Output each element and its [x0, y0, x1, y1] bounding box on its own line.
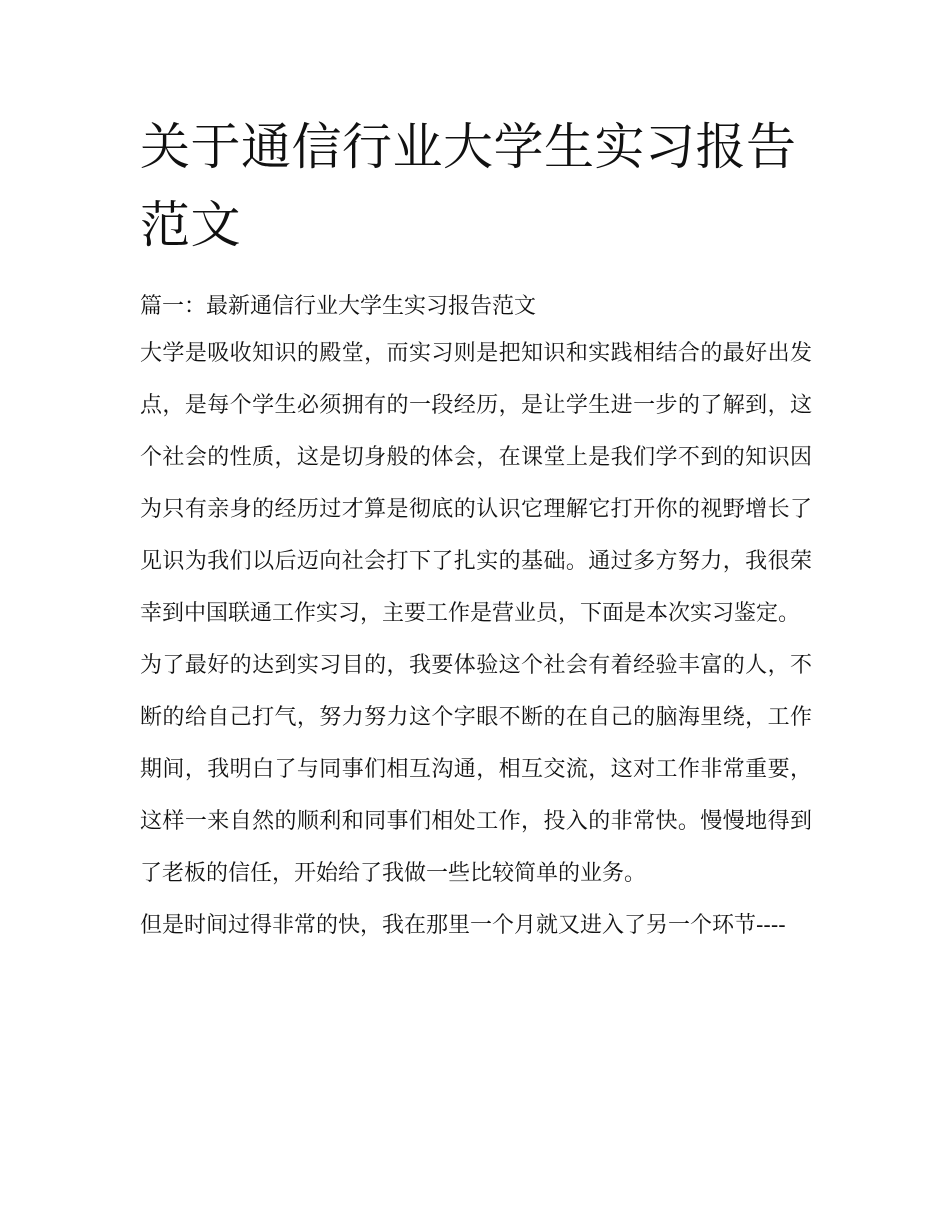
- body-paragraph-2: 为了最好的达到实习目的，我要体验这个社会有着经验丰富的人，不断的给自己打气，努力努力这个字眼不断的在自己的脑海里绕，工作期间，我明白了与同事们相互沟通，相互交流，这对工作非常重要，这样一来自然的顺利和同事们相处工作，投入的非常快。慢慢地得到了老板的信任，开始给了我做一些比较简单的业务。: [140, 653, 812, 886]
- body-paragraph-1: 大学是吸收知识的殿堂，而实习则是把知识和实践相结合的最好出发点，是每个学生必须拥有的一段经历，是让学生进一步的了解到，这个社会的性质，这是切身般的体会，在课堂上是我们学不到的知识因为只有亲身的经历过才算是彻底的认识它理解它打开你的视野增长了见识为我们以后迈向社会打下了扎实的基础。通过多方努力，我很荣幸到中国联通工作实习，主要工作是营业员，下面是本次实习鉴定。: [140, 341, 812, 626]
- section-heading: 篇一：最新通信行业大学生实习报告范文: [140, 294, 537, 319]
- body-paragraph-3: 但是时间过得非常的快，我在那里一个月就又进入了另一个环节----: [140, 913, 786, 938]
- document-page: [140, 108, 812, 952]
- document-title: 关于通信行业大学生实习报告范文: [140, 118, 797, 254]
